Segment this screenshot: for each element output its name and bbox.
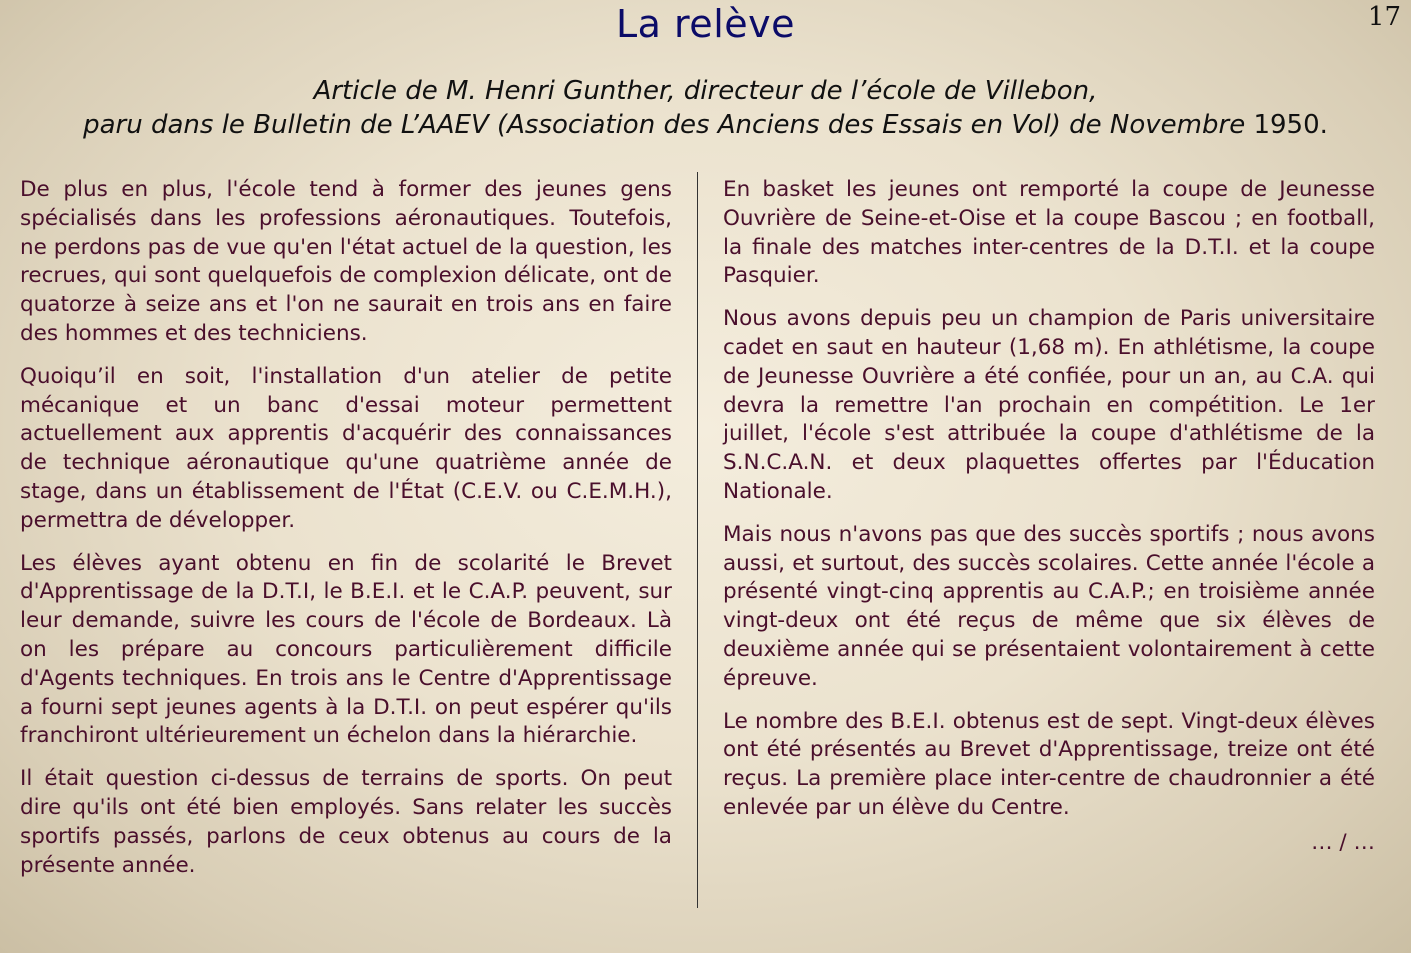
paragraph: Il était question ci-dessus de terrains de sports. On peut dire qu'ils ont été bien employés. Sans relater les succès sportifs passés, parlons de ceux obtenus au cours de la présente année. [20,766,672,878]
paragraph: En basket les jeunes ont remporté la coupe de Jeunesse Ouvrière de Seine-et-Oise et la coupe Bascou ; en football, la finale des matches inter-centres de la D.T.I. et la coupe Pasquier. [723,177,1375,289]
page-title: La relève [615,2,795,46]
paragraph: Quoiqu’il en soit, l'installation d'un atelier de petite mécanique et un banc d'essai moteur permettent actuellement aux apprentis d'acquérir des connaissances de technique aéronautique qu'une quatrième année de stage, dans un établissement de l'État (C.E.V. ou C.E.M.H.), permettra de développer. [20,363,672,533]
page-number: 17 [1367,2,1401,32]
paragraph: Nous avons depuis peu un champion de Paris universitaire cadet en saut en hauteur (1,68 m). En athlétisme, la coupe de Jeunesse Ouvrière a été confiée, pour un an, au C.A. qui devra la remettre l'an prochain en compétition. Le 1er juillet, l'école s'est attribuée la coupe d'athlétisme de la S.N.C.A.N. et deux plaquettes offertes par l'Éducation Nationale. [723,306,1375,504]
continued-marker: … / … [1311,829,1375,855]
paragraph: Le nombre des B.E.I. obtenus est de sept. Vingt-deux élèves ont été présentés au Brevet d'Apprentissage, treize ont été reçus. La première place inter-centre de chaudronnier a été enlevée par un élève du Centre. [723,708,1375,820]
subtitle-year: 1950 [1245,110,1320,140]
subtitle-line-2-text: paru dans le Bulletin de L’AAEV (Association des Anciens des Essais en Vol) de Novembre [83,110,1246,140]
subtitle-period: . [1319,110,1328,140]
right-column [723,176,1375,858]
paragraph: Mais nous n'avons pas que des succès sportifs ; nous avons aussi, et surtout, des succès scolaires. Cette année l'école a présenté vingt-cinq apprentis au C.A.P.; en troisième année vingt-deux ont été reçus de même que six élèves de deuxième année qui se présentaient volontairement à cette épreuve. [723,521,1375,691]
subtitle-line-1: Article de M. Henri Gunther, directeur de l’école de Villebon, [313,76,1098,106]
article-subtitle [0,74,1411,142]
subtitle-line-2 [0,108,1411,142]
column-divider [697,172,698,908]
paragraph: De plus en plus, l'école tend à former des jeunes gens spécialisés dans les professions aéronautiques. Toutefois, ne perdons pas de vue qu'en l'état actuel de la question, les recrues, qui sont quelquefois de complexion délicate, ont de quatorze à seize ans et l'on ne saurait en trois ans en faire des hommes et des techniciens. [20,177,672,346]
left-column [20,176,672,894]
paragraph: Les élèves ayant obtenu en fin de scolarité le Brevet d'Apprentissage de la D.T.I, le B.E.I. et le C.A.P. peuvent, sur leur demande, suivre les cours de l'école de Bordeaux. Là on les prépare au concours particulièrement difficile d'Agents techniques. En trois ans le Centre d'Apprentissage a fourni sept jeunes agents à la D.T.I. on peut espérer qu'ils franchiront ultérieurement un échelon dans la hiérarchie. [20,550,672,749]
